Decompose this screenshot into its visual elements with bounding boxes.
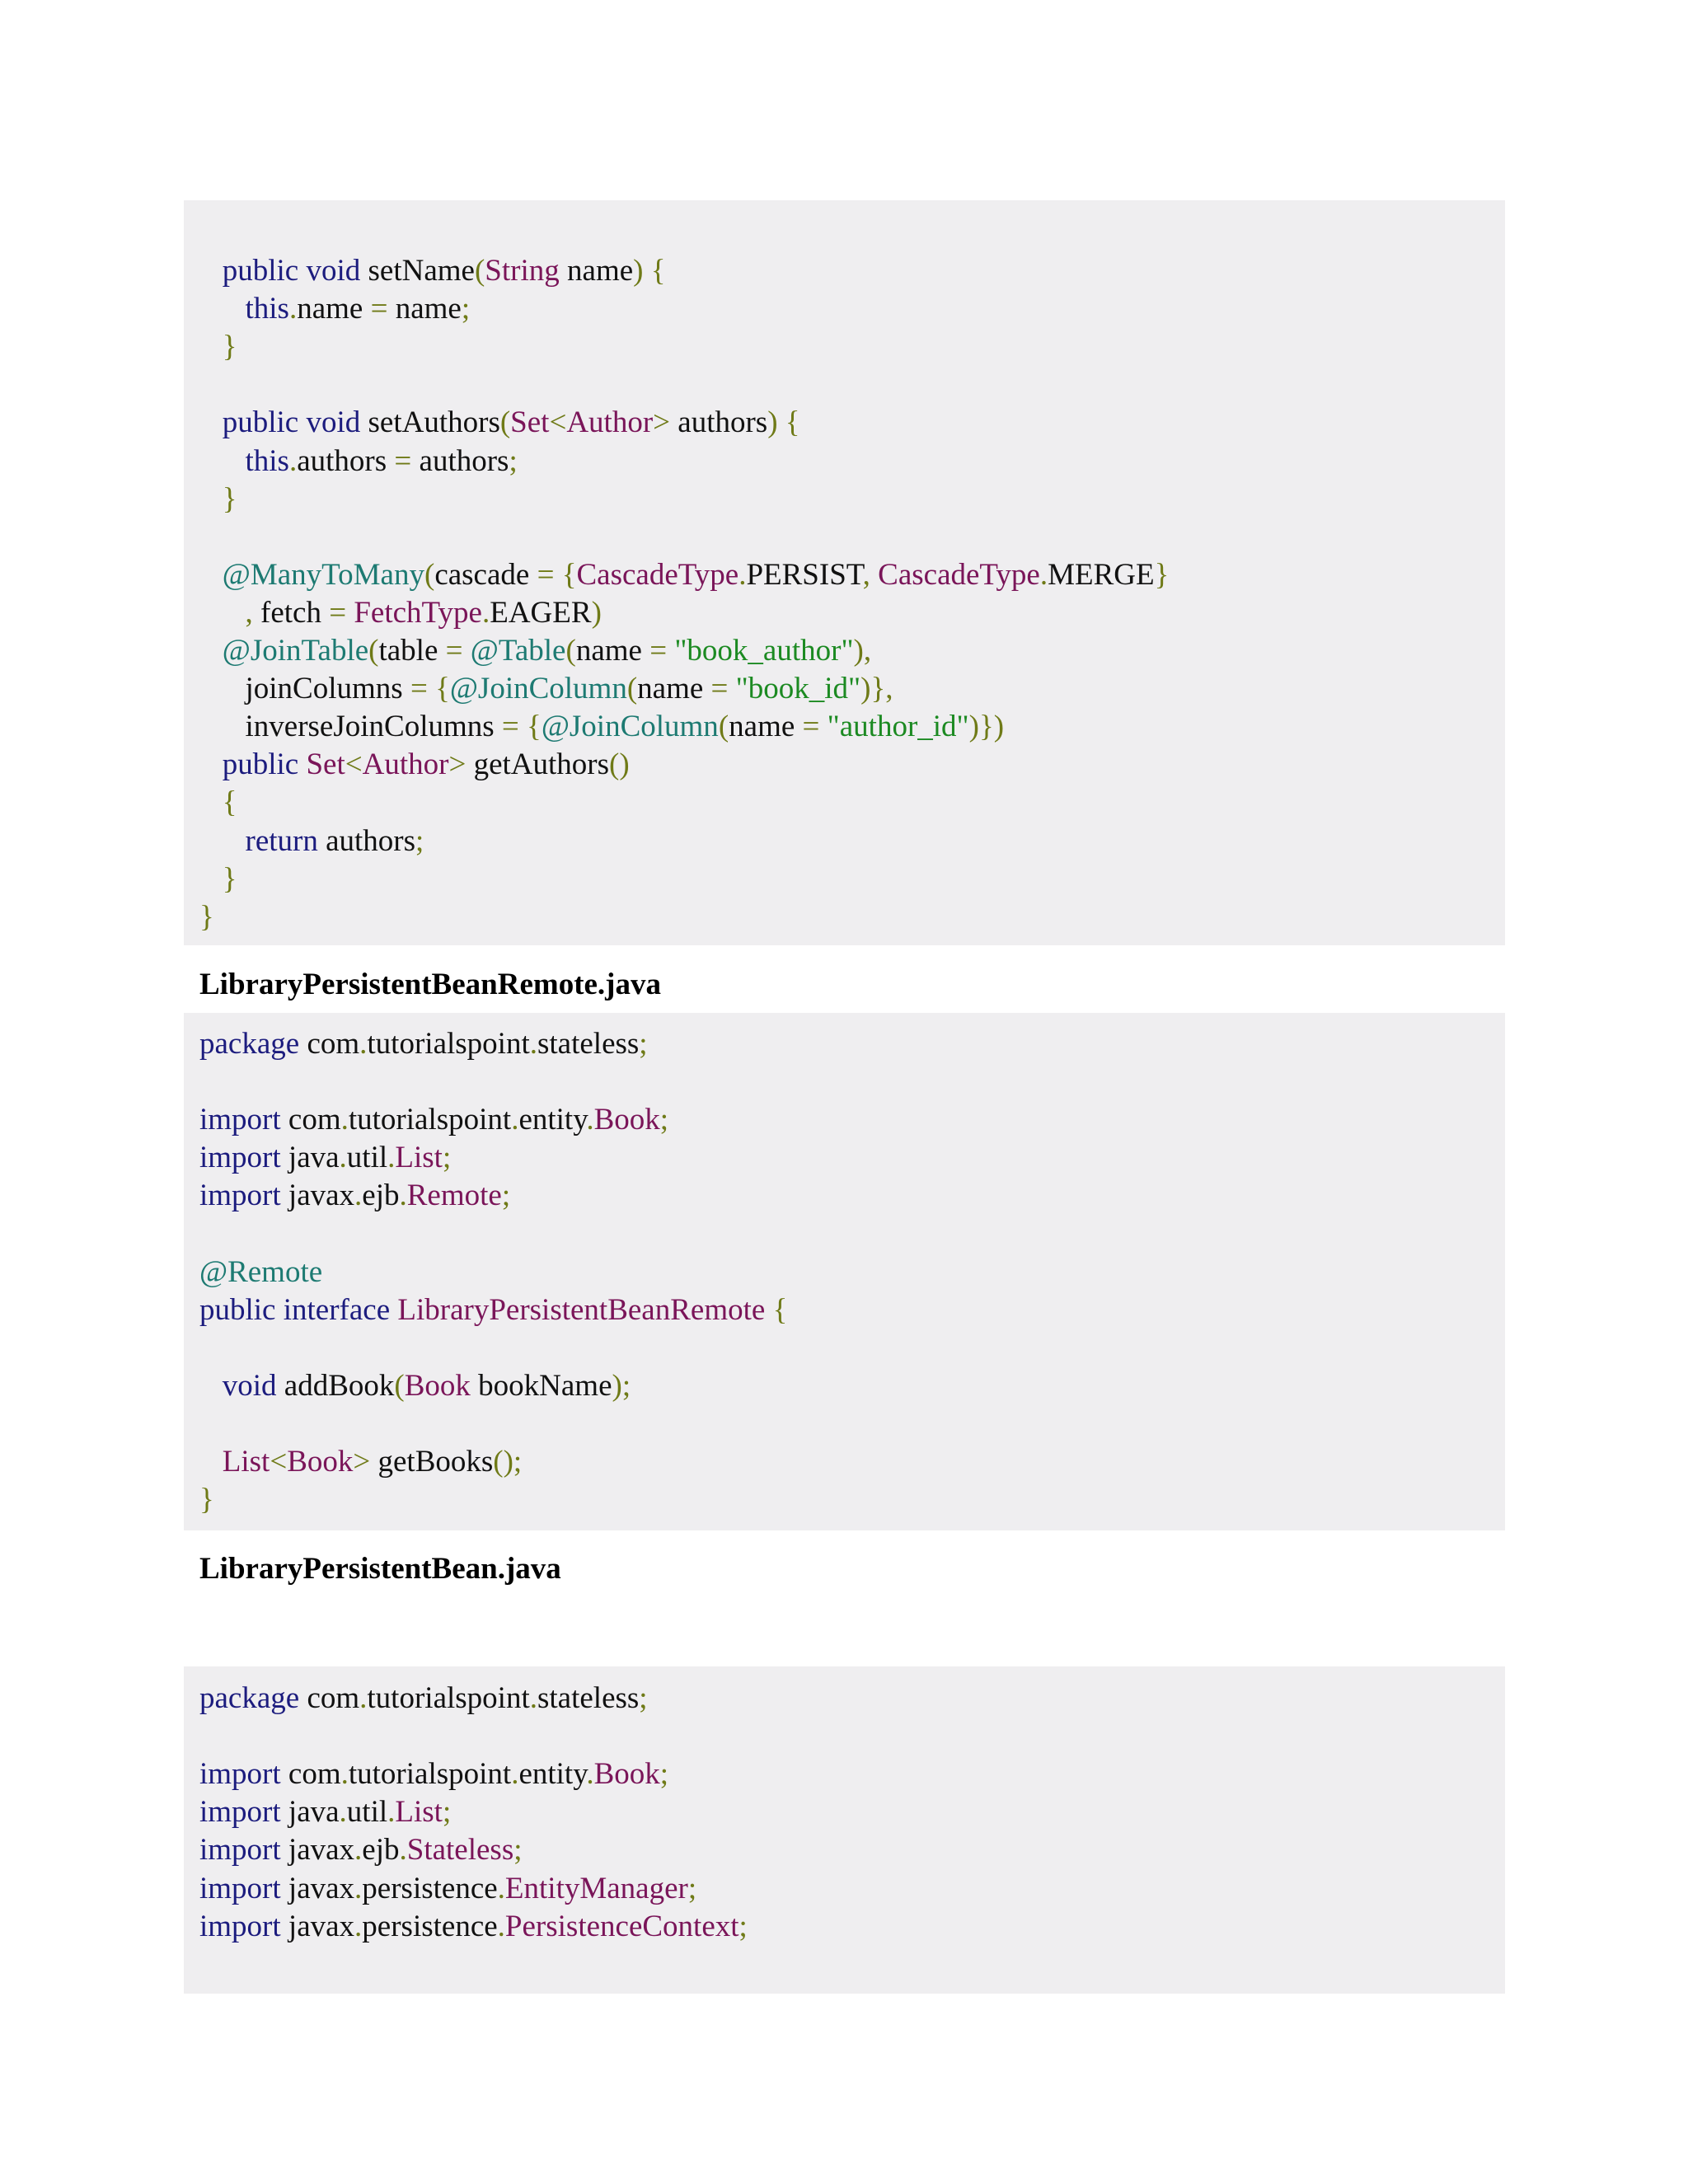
code-token: . (497, 1910, 505, 1943)
code-token: public void (199, 254, 368, 288)
code-token: EntityManager (504, 1872, 688, 1905)
code-line (199, 480, 237, 518)
code-token: = { (410, 672, 450, 705)
code-token: . (354, 1910, 363, 1943)
code-token: List (395, 1795, 443, 1829)
code-token: javax (288, 1833, 355, 1867)
code-token: . (340, 1103, 349, 1137)
code-token: persistence (362, 1910, 498, 1943)
code-token: tutorialspoint (348, 1103, 512, 1137)
code-token: inverseJoinColumns (199, 710, 502, 743)
code-token: ; (659, 1757, 669, 1791)
code-line (199, 1793, 451, 1831)
code-token: . (288, 444, 298, 478)
code-token: ; (687, 1872, 697, 1905)
code-token: = (329, 596, 354, 630)
code-token: < (345, 748, 363, 781)
code-token: . (481, 596, 490, 630)
code-token: MERGE (1048, 558, 1155, 592)
code-token: = (445, 634, 471, 668)
code-token: name (729, 710, 803, 743)
code-token: ; (461, 292, 471, 326)
code-line (199, 1367, 631, 1405)
code-token: PERSIST (746, 558, 863, 592)
code-token: authors (297, 444, 395, 478)
code-token: String (485, 254, 560, 288)
code-token: package (199, 1027, 307, 1061)
code-token: getAuthors (473, 748, 610, 781)
code-line (199, 632, 871, 670)
code-token: ; (509, 444, 518, 478)
code-token: com (288, 1103, 341, 1137)
code-token: ) { (767, 405, 800, 439)
code-token: List (199, 1445, 270, 1479)
code-token: this (199, 444, 289, 478)
code-token: stateless (537, 1027, 640, 1061)
code-token: ( (718, 710, 729, 743)
code-token: "book_id" (735, 672, 861, 705)
code-token: } (199, 330, 237, 363)
code-token: CascadeType (878, 558, 1040, 592)
code-token: @Remote (199, 1255, 323, 1289)
code-token: table (378, 634, 446, 668)
code-token: ( (499, 405, 511, 439)
code-token: com (307, 1027, 360, 1061)
code-line (199, 1101, 668, 1139)
code-token: Author (362, 748, 449, 781)
code-token: , (862, 558, 879, 592)
code-token: util (346, 1795, 388, 1829)
code-token: ; (659, 1103, 669, 1137)
code-line (199, 1443, 522, 1481)
code-line (199, 1139, 451, 1177)
code-token: . (1039, 558, 1048, 592)
code-token: = (370, 292, 396, 326)
code-token: . (497, 1872, 505, 1905)
code-token: List (395, 1141, 443, 1174)
code-token: public interface (199, 1293, 398, 1327)
code-token: ejb (362, 1179, 400, 1212)
code-token: ; (442, 1795, 452, 1829)
code-token: public (199, 748, 307, 781)
code-token: . (359, 1027, 368, 1061)
code-line (199, 1870, 696, 1908)
code-line (199, 1291, 787, 1329)
code-token: package (199, 1681, 307, 1715)
code-token: java (288, 1141, 340, 1174)
code-token: import (199, 1910, 288, 1943)
code-line (199, 1254, 322, 1291)
code-token: authors (326, 824, 416, 858)
code-token: import (199, 1179, 288, 1212)
code-token: . (529, 1027, 537, 1061)
code-token: import (199, 1872, 288, 1905)
code-token: fetch (260, 596, 330, 630)
code-token: . (399, 1179, 407, 1212)
code-line (199, 670, 893, 708)
code-line (199, 746, 630, 784)
code-token: Remote (406, 1179, 502, 1212)
code-token: ; (501, 1179, 511, 1212)
code-token: ( (368, 634, 379, 668)
code-line (199, 556, 1169, 594)
code-token: . (511, 1103, 519, 1137)
code-token: java (288, 1795, 340, 1829)
code-token: = (394, 444, 420, 478)
code-line (199, 1481, 214, 1519)
code-token: cascade (434, 558, 537, 592)
code-token: FetchType (354, 596, 482, 630)
code-token: setName (368, 254, 475, 288)
code-line (199, 443, 518, 480)
code-token: Set (510, 405, 550, 439)
code-token: @Table (470, 634, 566, 668)
code-token: joinColumns (199, 672, 410, 705)
code-token: @JoinColumn (541, 710, 719, 743)
code-token: ) { (633, 254, 666, 288)
code-token: < (549, 405, 567, 439)
code-line (199, 1831, 523, 1869)
code-line (199, 1908, 748, 1946)
code-token: ( (394, 1369, 405, 1403)
code-line (199, 1680, 648, 1718)
code-token: import (199, 1795, 288, 1829)
code-token: name (297, 292, 371, 326)
code-token: . (387, 1795, 396, 1829)
code-token: entity (518, 1103, 587, 1137)
code-line (199, 1025, 648, 1063)
code-token: setAuthors (368, 405, 500, 439)
code-line (199, 860, 237, 898)
code-token: , (199, 596, 260, 630)
code-token: = (710, 672, 736, 705)
code-token: . (354, 1179, 363, 1212)
code-token: Book (404, 1369, 479, 1403)
code-token: ( (565, 634, 576, 668)
code-token: } (199, 1483, 214, 1516)
code-token: Set (306, 748, 345, 781)
code-token: . (288, 292, 298, 326)
code-token: . (399, 1833, 407, 1867)
code-token: Author (566, 405, 654, 439)
code-line (199, 252, 665, 290)
code-token: ) (591, 596, 602, 630)
code-token: Book (593, 1757, 660, 1791)
code-token: tutorialspoint (367, 1027, 530, 1061)
file-heading-remote: LibraryPersistentBeanRemote.java (199, 968, 662, 1001)
code-token: name (637, 672, 711, 705)
code-token: addBook (284, 1369, 395, 1403)
code-token: EAGER (490, 596, 592, 630)
code-token: = { (537, 558, 577, 592)
code-token: . (359, 1681, 368, 1715)
code-token: com (288, 1757, 341, 1791)
code-token: Stateless (406, 1833, 514, 1867)
code-token: )}, (860, 672, 893, 705)
code-token: javax (288, 1910, 355, 1943)
code-token: javax (288, 1872, 355, 1905)
code-line (199, 823, 424, 860)
code-token: javax (288, 1179, 355, 1212)
code-token: name (395, 292, 462, 326)
file-heading-bean: LibraryPersistentBean.java (199, 1552, 561, 1586)
code-token: @JoinTable (199, 634, 369, 668)
code-token: > (448, 748, 474, 781)
code-token: "book_author" (674, 634, 854, 668)
code-token: com (307, 1681, 360, 1715)
code-token: )}) (968, 710, 1005, 743)
code-token: PersistenceContext (504, 1910, 739, 1943)
code-token: . (354, 1833, 363, 1867)
code-token: this (199, 292, 289, 326)
code-line (199, 784, 237, 822)
code-token: . (340, 1757, 349, 1791)
code-token: = { (501, 710, 542, 743)
code-token: ; (738, 1910, 748, 1943)
code-token: public void (199, 405, 368, 439)
code-token: persistence (362, 1872, 498, 1905)
code-token: ( (626, 672, 638, 705)
code-token: { (772, 1293, 788, 1327)
code-token: LibraryPersistentBeanRemote (397, 1293, 773, 1327)
code-token: tutorialspoint (348, 1757, 512, 1791)
code-token: void (199, 1369, 284, 1403)
code-token: . (738, 558, 747, 592)
code-token: ; (415, 824, 424, 858)
code-token: util (346, 1141, 388, 1174)
code-line (199, 708, 1004, 746)
code-token: = (649, 634, 675, 668)
code-token: . (529, 1681, 537, 1715)
code-token: ), (853, 634, 872, 668)
code-line (199, 1177, 510, 1215)
code-token: import (199, 1141, 288, 1174)
code-token: () (609, 748, 630, 781)
code-token: ); (612, 1369, 631, 1403)
code-token: return (199, 824, 326, 858)
code-token: . (511, 1757, 519, 1791)
code-token: = (802, 710, 828, 743)
code-token: bookName (478, 1369, 612, 1403)
code-token: } (1154, 558, 1170, 592)
code-token: ; (442, 1141, 452, 1174)
code-token: . (586, 1757, 594, 1791)
code-token: ; (639, 1027, 648, 1061)
code-token: . (387, 1141, 396, 1174)
code-token: . (339, 1795, 347, 1829)
code-token: < (270, 1445, 288, 1479)
code-token: ; (639, 1681, 648, 1715)
code-token: import (199, 1757, 288, 1791)
code-token: CascadeType (576, 558, 739, 592)
code-token: authors (419, 444, 509, 478)
code-token: . (339, 1141, 347, 1174)
code-token: ; (513, 1833, 523, 1867)
code-token: name (575, 634, 650, 668)
code-line (199, 290, 470, 328)
code-token: @ManyToMany (199, 558, 424, 592)
code-token: stateless (537, 1681, 640, 1715)
code-token: "author_id" (827, 710, 969, 743)
code-token: authors (678, 405, 768, 439)
code-token: @JoinColumn (449, 672, 627, 705)
code-token: { (199, 785, 237, 819)
code-line (199, 328, 237, 366)
code-token: . (354, 1872, 363, 1905)
code-token: > (353, 1445, 378, 1479)
code-token: > (653, 405, 678, 439)
code-token: entity (518, 1757, 587, 1791)
code-token: import (199, 1103, 288, 1137)
code-line (199, 898, 214, 936)
code-token: import (199, 1833, 288, 1867)
code-token: . (586, 1103, 594, 1137)
code-token: } (199, 862, 237, 896)
code-token: tutorialspoint (367, 1681, 530, 1715)
code-token: Book (593, 1103, 660, 1137)
code-line (199, 594, 602, 632)
code-line (199, 404, 800, 442)
code-token: ( (424, 558, 435, 592)
code-token: ejb (362, 1833, 400, 1867)
code-token: ( (474, 254, 485, 288)
code-token: } (199, 482, 237, 516)
code-token: Book (287, 1445, 354, 1479)
code-token: getBooks (377, 1445, 494, 1479)
code-line (199, 1755, 668, 1793)
code-token: } (199, 900, 214, 934)
code-token: name (559, 254, 634, 288)
code-token: (); (493, 1445, 523, 1479)
